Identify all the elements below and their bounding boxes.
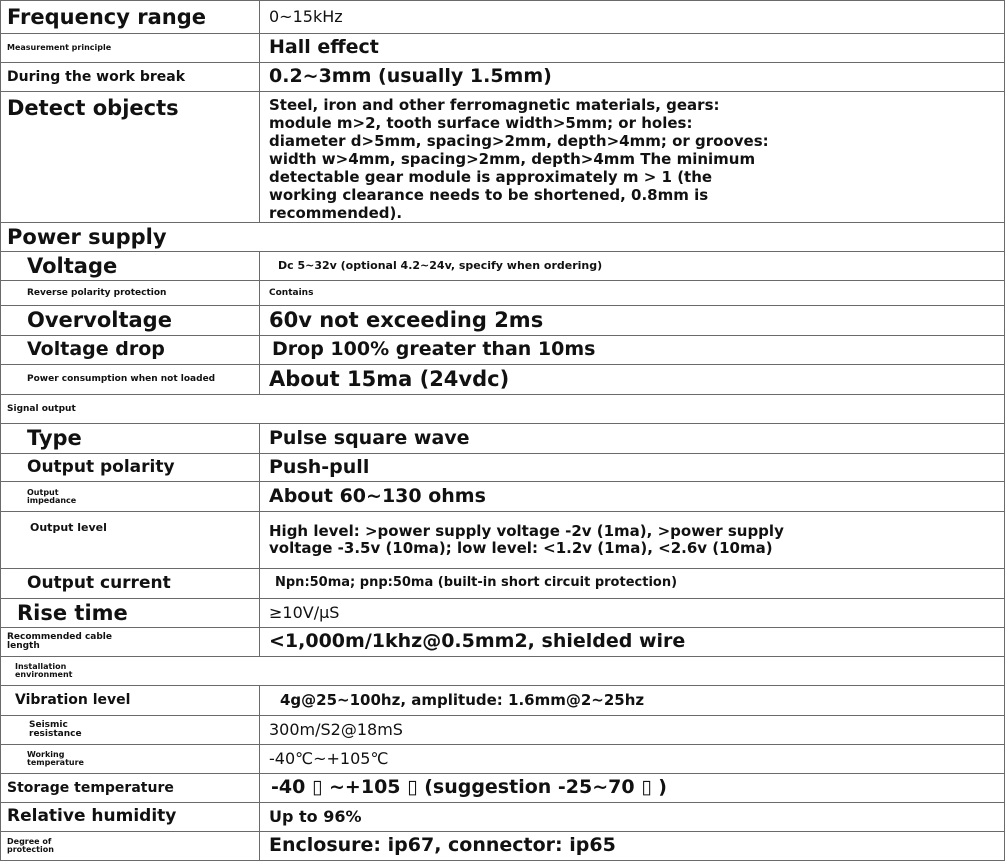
table-row: [1, 832, 1005, 861]
spec-value: Hall effect: [260, 34, 1005, 63]
spec-value: Up to 96%: [260, 803, 1005, 832]
table-row: [1, 716, 1005, 745]
spec-label: Frequency range: [1, 1, 260, 34]
spec-label: Output current: [1, 569, 260, 599]
spec-value: High level: >power supply voltage -2v (1ma), >power supply voltage -3.5v (10ma); low level: <1.2v (1ma), <2.6v (10ma): [260, 512, 1005, 569]
spec-label: Power consumption when not loaded: [1, 365, 260, 395]
spec-value: Drop 100% greater than 10ms: [260, 336, 1005, 365]
spec-label: Output impedance: [1, 482, 260, 512]
table-row: [1, 569, 1005, 599]
table-row: [1, 628, 1005, 657]
table-row: [1, 512, 1005, 569]
table-row: [1, 774, 1005, 803]
spec-value: 0~15kHz: [260, 1, 1005, 34]
spec-value: 60v not exceeding 2ms: [260, 306, 1005, 336]
table-row: [1, 599, 1005, 628]
spec-value: <1,000m/1khz@0.5mm2, shielded wire: [260, 628, 1005, 657]
table-row: [1, 34, 1005, 63]
spec-label: Vibration level: [1, 686, 260, 716]
table-row: [1, 424, 1005, 454]
spec-value: Contains: [260, 281, 1005, 306]
table-row: [1, 482, 1005, 512]
table-row: [1, 63, 1005, 92]
spec-value: ≥10V/μS: [260, 599, 1005, 628]
spec-value: Pulse square wave: [260, 424, 1005, 454]
spec-label: Overvoltage: [1, 306, 260, 336]
spec-label: Output level: [1, 512, 260, 569]
spec-label: Rise time: [1, 599, 260, 628]
table-row: [1, 745, 1005, 774]
spec-label: Detect objects: [1, 92, 260, 223]
spec-label: Voltage drop: [1, 336, 260, 365]
spec-label: Type: [1, 424, 260, 454]
table-row: [1, 1, 1005, 34]
spec-value: Steel, iron and other ferromagnetic materials, gears: module m>2, tooth surface width>5mm; or holes: diameter d>5mm, spacing>2mm, depth>4mm; or grooves: width w>4mm, spacing>2mm, depth>4mm The minimum detectable gear module is approximately m > 1 (the working clearance needs to be shortened, 0.8mm is recommended).: [260, 92, 1005, 223]
table-row: [1, 92, 1005, 223]
spec-label: Voltage: [1, 252, 260, 281]
table-row: [1, 365, 1005, 395]
spec-label: Recommended cable length: [1, 628, 260, 657]
spec-value: Enclosure: ip67, connector: ip65: [260, 832, 1005, 861]
spec-value: About 60~130 ohms: [260, 482, 1005, 512]
section-heading: Installation environment: [1, 657, 1005, 686]
spec-value: 4g@25~100hz, amplitude: 1.6mm@2~25hz: [260, 686, 1005, 716]
table-row: [1, 281, 1005, 306]
spec-value: -40℃~+105℃: [260, 745, 1005, 774]
spec-label: Degree of protection: [1, 832, 260, 861]
spec-label: Measurement principle: [1, 34, 260, 63]
spec-label: Storage temperature: [1, 774, 260, 803]
spec-value: 300m/S2@18mS: [260, 716, 1005, 745]
section-heading: Power supply: [1, 223, 1005, 252]
table-row: [1, 803, 1005, 832]
spec-value: Dc 5~32v (optional 4.2~24v, specify when ordering): [260, 252, 1005, 281]
spec-label: Output polarity: [1, 454, 260, 482]
section-heading: Signal output: [1, 395, 1005, 424]
table-row: [1, 454, 1005, 482]
spec-value: Npn:50ma; pnp:50ma (built-in short circuit protection): [260, 569, 1005, 599]
table-row: [1, 306, 1005, 336]
spec-label: Seismic resistance: [1, 716, 260, 745]
spec-label: Relative humidity: [1, 803, 260, 832]
table-row: [1, 336, 1005, 365]
table-row: [1, 657, 1005, 686]
table-row: [1, 686, 1005, 716]
spec-value: About 15ma (24vdc): [260, 365, 1005, 395]
spec-label: Working temperature: [1, 745, 260, 774]
spec-label: During the work break: [1, 63, 260, 92]
spec-value: Push-pull: [260, 454, 1005, 482]
table-row: [1, 252, 1005, 281]
table-row: [1, 395, 1005, 424]
table-row: [1, 223, 1005, 252]
spec-value: 0.2~3mm (usually 1.5mm): [260, 63, 1005, 92]
spec-label: Reverse polarity protection: [1, 281, 260, 306]
spec-value: -40 ▯ ~+105 ▯ (suggestion -25~70 ▯ ): [260, 774, 1005, 803]
